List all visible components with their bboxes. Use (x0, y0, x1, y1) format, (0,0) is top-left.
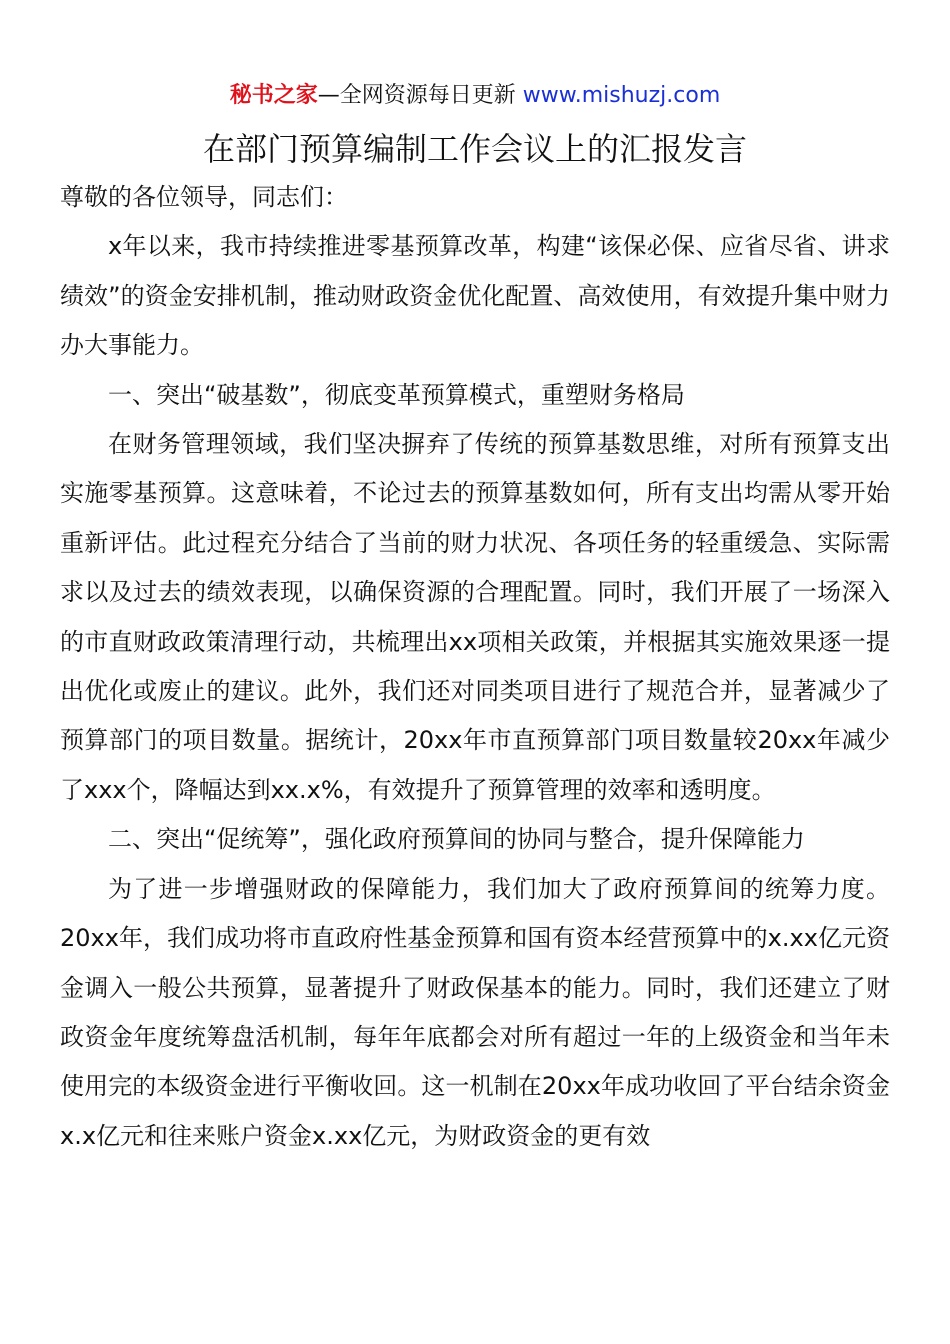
brand-name: 秘书之家 (229, 83, 318, 108)
document-body (60, 173, 890, 1161)
intro-paragraph: x年以来，我市持续推进零基预算改革，构建“该保必保、应省尽省、讲求绩效”的资金安排机制，推动财政资金优化配置、高效使用，有效提升集中财力办大事能力。 (60, 232, 890, 360)
section-1-paragraph: 在财务管理领域，我们坚决摒弃了传统的预算基数思维，对所有预算支出实施零基预算。这意味着，不论过去的预算基数如何，所有支出均需从零开始重新评估。此过程充分结合了当前的财力状况、各项任务的轻重缓急、实际需求以及过去的绩效表现，以确保资源的合理配置。同时，我们开展了一场深入的市直财政政策清理行动，共梳理出xx项相关政策，并根据其实施效果逐一提出优化或废止的建议。此外，我们还对同类项目进行了规范合并，显著减少了预算部门的项目数量。据统计，20xx年市直预算部门项目数量较20xx年减少了xxx个，降幅达到xx.x%，有效提升了预算管理的效率和透明度。 (60, 430, 890, 804)
document-title: 在部门预算编制工作会议上的汇报发言 (202, 130, 747, 168)
site-url-link[interactable]: www.mishuzj.com (522, 83, 721, 108)
salutation: 尊敬的各位领导，同志们： (60, 183, 348, 211)
site-header (0, 80, 950, 112)
section-1-heading: 一、突出“破基数”，彻底变革预算模式，重塑财务格局 (108, 380, 685, 409)
section-2-paragraph: 为了进一步增强财政的保障能力，我们加大了政府预算间的统筹力度。20xx年，我们成功将市直政府性基金预算和国有资本经营预算中的x.xx亿元资金调入一般公共预算，显著提升了财政保基本的能力。同时，我们还建立了财政资金年度统筹盘活机制，每年年底都会对所有超过一年的上级资金和当年未使用完的本级资金进行平衡收回。这一机制在20xx年成功收回了平台结余资金x.x亿元和往来账户资金x.xx亿元，为财政资金的更有效 (60, 874, 890, 1150)
header-tagline: —全网资源每日更新 (317, 83, 523, 108)
section-2-heading: 二、突出“促统筹”，强化政府预算间的协同与整合，提升保障能力 (108, 825, 805, 854)
